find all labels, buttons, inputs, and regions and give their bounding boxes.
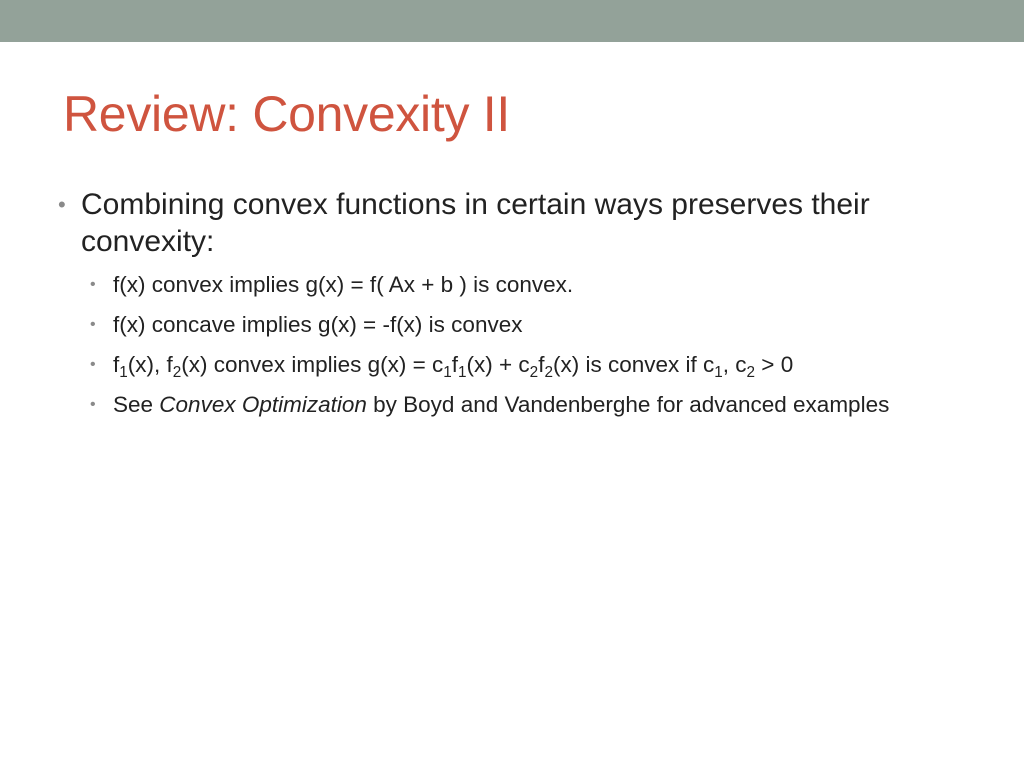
- bullet-dot-icon: •: [90, 396, 96, 413]
- formula-text: , c: [722, 352, 747, 377]
- subbullet-text: f(x) concave implies g(x) = -f(x) is convex: [113, 312, 523, 337]
- bullet-dot-icon: •: [90, 356, 96, 373]
- formula-text: f: [538, 352, 545, 377]
- see-suffix: by Boyd and Vandenberghe for advanced examples: [366, 392, 890, 417]
- formula-text: (x) + c: [466, 352, 530, 377]
- subscript: 1: [458, 363, 467, 381]
- subscript: 2: [544, 363, 553, 381]
- bullet-combining-convex: [58, 186, 968, 260]
- subscript: 2: [529, 363, 539, 381]
- slide-body: [58, 186, 968, 430]
- subbullet-text: [113, 390, 948, 420]
- book-title: Convex Optimization: [159, 392, 367, 417]
- formula-text: (x) is convex if c: [552, 352, 715, 377]
- bullet-dot-icon: •: [58, 192, 66, 217]
- top-accent-bar: [0, 0, 1024, 42]
- subbullet-see-book: [90, 390, 968, 420]
- subbullet-affine: [90, 270, 968, 300]
- bullet-text: Combining convex functions in certain ways preserves their convexity:: [81, 188, 870, 258]
- see-prefix: See: [113, 392, 160, 417]
- subscript: 1: [119, 363, 128, 381]
- subscript: 2: [746, 363, 756, 381]
- subbullet-concave: [90, 310, 968, 340]
- bullet-dot-icon: •: [90, 316, 96, 333]
- formula-text: f: [113, 352, 120, 377]
- formula-text: (x), f: [127, 352, 173, 377]
- formula-text: > 0: [755, 352, 794, 377]
- subbullet-nonneg-sum: [90, 350, 968, 380]
- formula-text: f: [451, 352, 459, 377]
- subscript: 1: [714, 363, 723, 381]
- subbullet-text: [113, 350, 948, 380]
- subscript: 1: [443, 363, 452, 381]
- slide-title: Review: Convexity II: [63, 86, 510, 142]
- formula-text: (x) convex implies g(x) = c: [181, 352, 444, 377]
- bullet-dot-icon: •: [90, 276, 96, 293]
- subbullet-text: f(x) convex implies g(x) = f( Ax + b ) is convex.: [113, 272, 574, 297]
- subscript: 2: [172, 363, 182, 381]
